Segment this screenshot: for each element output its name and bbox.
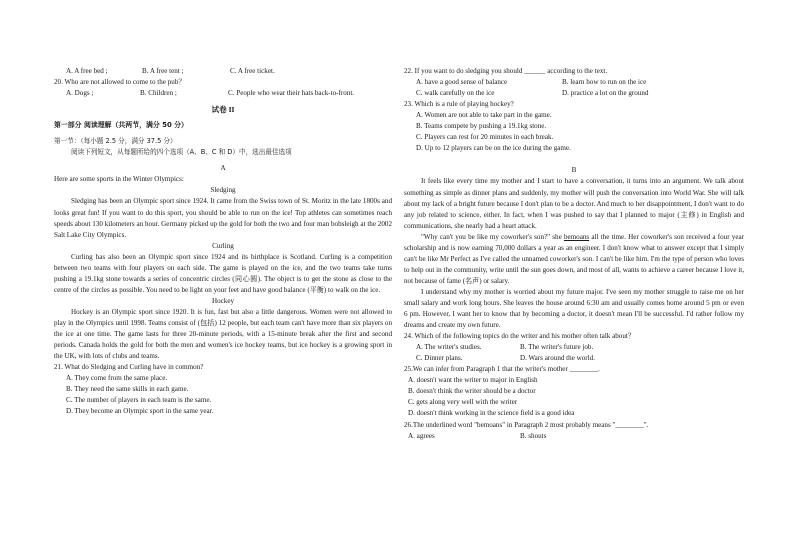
q26-option-b: B. shouts	[520, 431, 547, 440]
q22-option-c: C. walk carefully on the ice	[416, 89, 495, 98]
q24-option-d: D. Wars around the world.	[520, 354, 595, 363]
paragraph-2-rest: all the time. Her coworker's son received a four year scholarship and is now earning 70,000 dollars a year as an engineer. I don't know what to answer except that I simply can't be like Mr Perfect as I've called the unnamed coworker's son. I can't be like him. I'm the type of person who loves to help out in the community, write until the sun goes down, and most of all, wants to achieve a career because I love it, not because of fame (名声) or salary.	[404, 232, 744, 285]
hockey-paragraph: Hockey is an Olympic sport since 1920. It is fun, fast but also a little dangerous. Women were not allowed to play in the Olympics until 1998. Teams consist of (包括) 12 people, but each team can't have more than six players on the ice at one time. The game lasts for three 20-minute periods, with a 15-minute break after the first and second periods. Canada holds the gold for both the men and women's ice hockey teams, but ice hockey is a growing sport in the UK, with lots of clubs and teams.	[54, 307, 392, 361]
q22-option-b: B. learn how to run on the ice	[562, 78, 647, 87]
q21-option-d: D. They become an Olympic sport in the same year.	[66, 407, 214, 416]
part-title: 第一部分 阅读理解（共两节，满分 50 分）	[54, 121, 188, 130]
hockey-title: Hockey	[211, 296, 235, 305]
q21-option-c: C. The number of players in each team is the same.	[66, 396, 212, 405]
q21-option-b: B. They need the same skills in each game.	[66, 385, 189, 394]
q24-option-b: B. The writer's future job.	[520, 343, 594, 352]
q22-stem: 22. If you want to do sledging you should ______ according to the text.	[404, 67, 608, 75]
passage-a-intro: Here are some sports in the Winter Olympics:	[54, 175, 184, 184]
q23-option-d: D. Up to 12 players can be on the ice during the game.	[416, 144, 571, 153]
q19-option-a: A. A free bed ;	[66, 67, 108, 75]
sub-title: 第一节：（每小题 2.5 分，满分 37.5 分）	[54, 137, 177, 146]
q24-options-row2	[404, 353, 744, 364]
underlined-word-bemoans: bemoans	[563, 232, 590, 241]
section-title: 试卷 II	[211, 105, 235, 115]
q26-option-a: A. agrees	[408, 431, 435, 440]
passage-b-paragraph-3: I understand why my mother is worried about my future major. I've seen my mother struggle to raise me on her small salary and work long hours. She leaves the house around 6:30 am and usually comes home around 5 pm or even 6 pm. However, I want her to know that by becoming a doctor, it doesn't mean I'll be successful. I'd rather follow my dreams and create my own future.	[404, 287, 744, 330]
q20-options	[54, 88, 392, 99]
curling-title: Curling	[212, 241, 234, 250]
q22-options-row1	[404, 77, 744, 88]
q20-option-a: A. Dogs ;	[66, 89, 94, 98]
q26-stem: 26.The underlined word "bemoans" in Paragraph 2 most probably means "________".	[404, 420, 649, 429]
q25-stem: 25.We can infer from Paragraph 1 that the writer's mother ________.	[404, 365, 600, 374]
q24-options-row1	[404, 342, 744, 353]
q22-option-d: D. practice a lot on the ground	[562, 89, 649, 98]
q25-option-a: A. doesn't want the writer to major in English	[408, 376, 538, 385]
q24-option-c: C. Dinner plans.	[416, 354, 463, 363]
q19-option-b: B. A free tent ;	[142, 67, 184, 75]
sledging-paragraph: Sledging has been an Olympic sport since 1924. It came from the Swiss town of St. Moritz in the late 1800s and looks great fun! If you want to do this sport, you should be able to run on the ice! Top athletes can sometimes reach speeds about 130 kilometers an hour. Germany picked up the gold for both the two and four man bobsleigh at the 2002 Salt Lake City Olympics.	[54, 197, 392, 239]
passage-b-label: B	[571, 166, 577, 175]
left-column	[54, 66, 392, 417]
q26-options	[404, 431, 744, 442]
passage-b-paragraph-2	[404, 232, 744, 287]
q23-option-a: A. Women are not able to take part in the game.	[416, 111, 552, 120]
q21-stem: 21. What do Sledging and Curling have in common?	[54, 363, 204, 372]
q19-options	[54, 66, 392, 77]
q25-option-d: D. doesn't think working in the science field is a good idea	[408, 409, 575, 418]
q25-option-b: B. doesn't think the writer should be a doctor	[408, 387, 536, 396]
q22-options-row2	[404, 88, 744, 99]
curling-paragraph: Curling has also been an Olympic sport since 1924 and its birthplace is Scotland. Curling is a competition between two teams with four players on each side. The game is played on the ice, and the two teams take turns pushing a 19.1kg stone towards a series of concentric circles (同心圆). The object is to get the stone as close to the centre of the circles as possible. You need to be light on your feet and have good balance (平衡) to walk on the ice.	[54, 252, 392, 294]
q23-option-c: C. Players can rest for 20 minutes in each break.	[416, 133, 554, 142]
q20-stem: 20. Who are not allowed to come to the pub？	[54, 78, 186, 87]
sledging-title: Sledging	[210, 186, 236, 195]
q24-option-a: A. The writer's studies.	[416, 343, 482, 352]
q24-stem: 24. Which of the following topics do the writer and his mother often talk about？	[404, 332, 635, 341]
q23-option-b: B. Teams compete by pushing a 19.1kg stone.	[416, 122, 547, 131]
passage-a-label: A	[220, 164, 226, 173]
passage-b-paragraph-1: It feels like every time my mother and I start to have a conversation, it turns into an argument. We talk about something as simple as dinner plans and suddenly, my mother will push the conversation into World War. She will talk about my lack of a bright future because I don't plan to be a doctor. And much to her disappointment, I don't want to do any job related to science, either. In fact, when I was pushed to say that I planned to major (主修) in English and communications, she nearly had a heart attack.	[404, 177, 744, 230]
q25-option-c: C. gets along very well with the writer	[408, 398, 518, 407]
q20-option-b: B. Children ;	[140, 89, 177, 98]
right-column	[404, 66, 744, 442]
q22-option-a: A. have a good sense of balance	[416, 78, 508, 87]
q20-option-c: C. People who wear their hats back-to-front.	[228, 89, 355, 98]
q21-option-a: A. They come from the same place.	[66, 374, 168, 383]
q23-stem: 23. Which is a rule of playing hockey?	[404, 100, 514, 109]
instruction: 阅读下列短文，从每题所给的四个选项（A、B、C 和 D）中，选出最佳选项	[71, 148, 292, 157]
paragraph-2-start: "Why can't you be like my coworker's son?" she	[421, 232, 564, 241]
q19-option-c: C. A free ticket.	[230, 67, 275, 75]
